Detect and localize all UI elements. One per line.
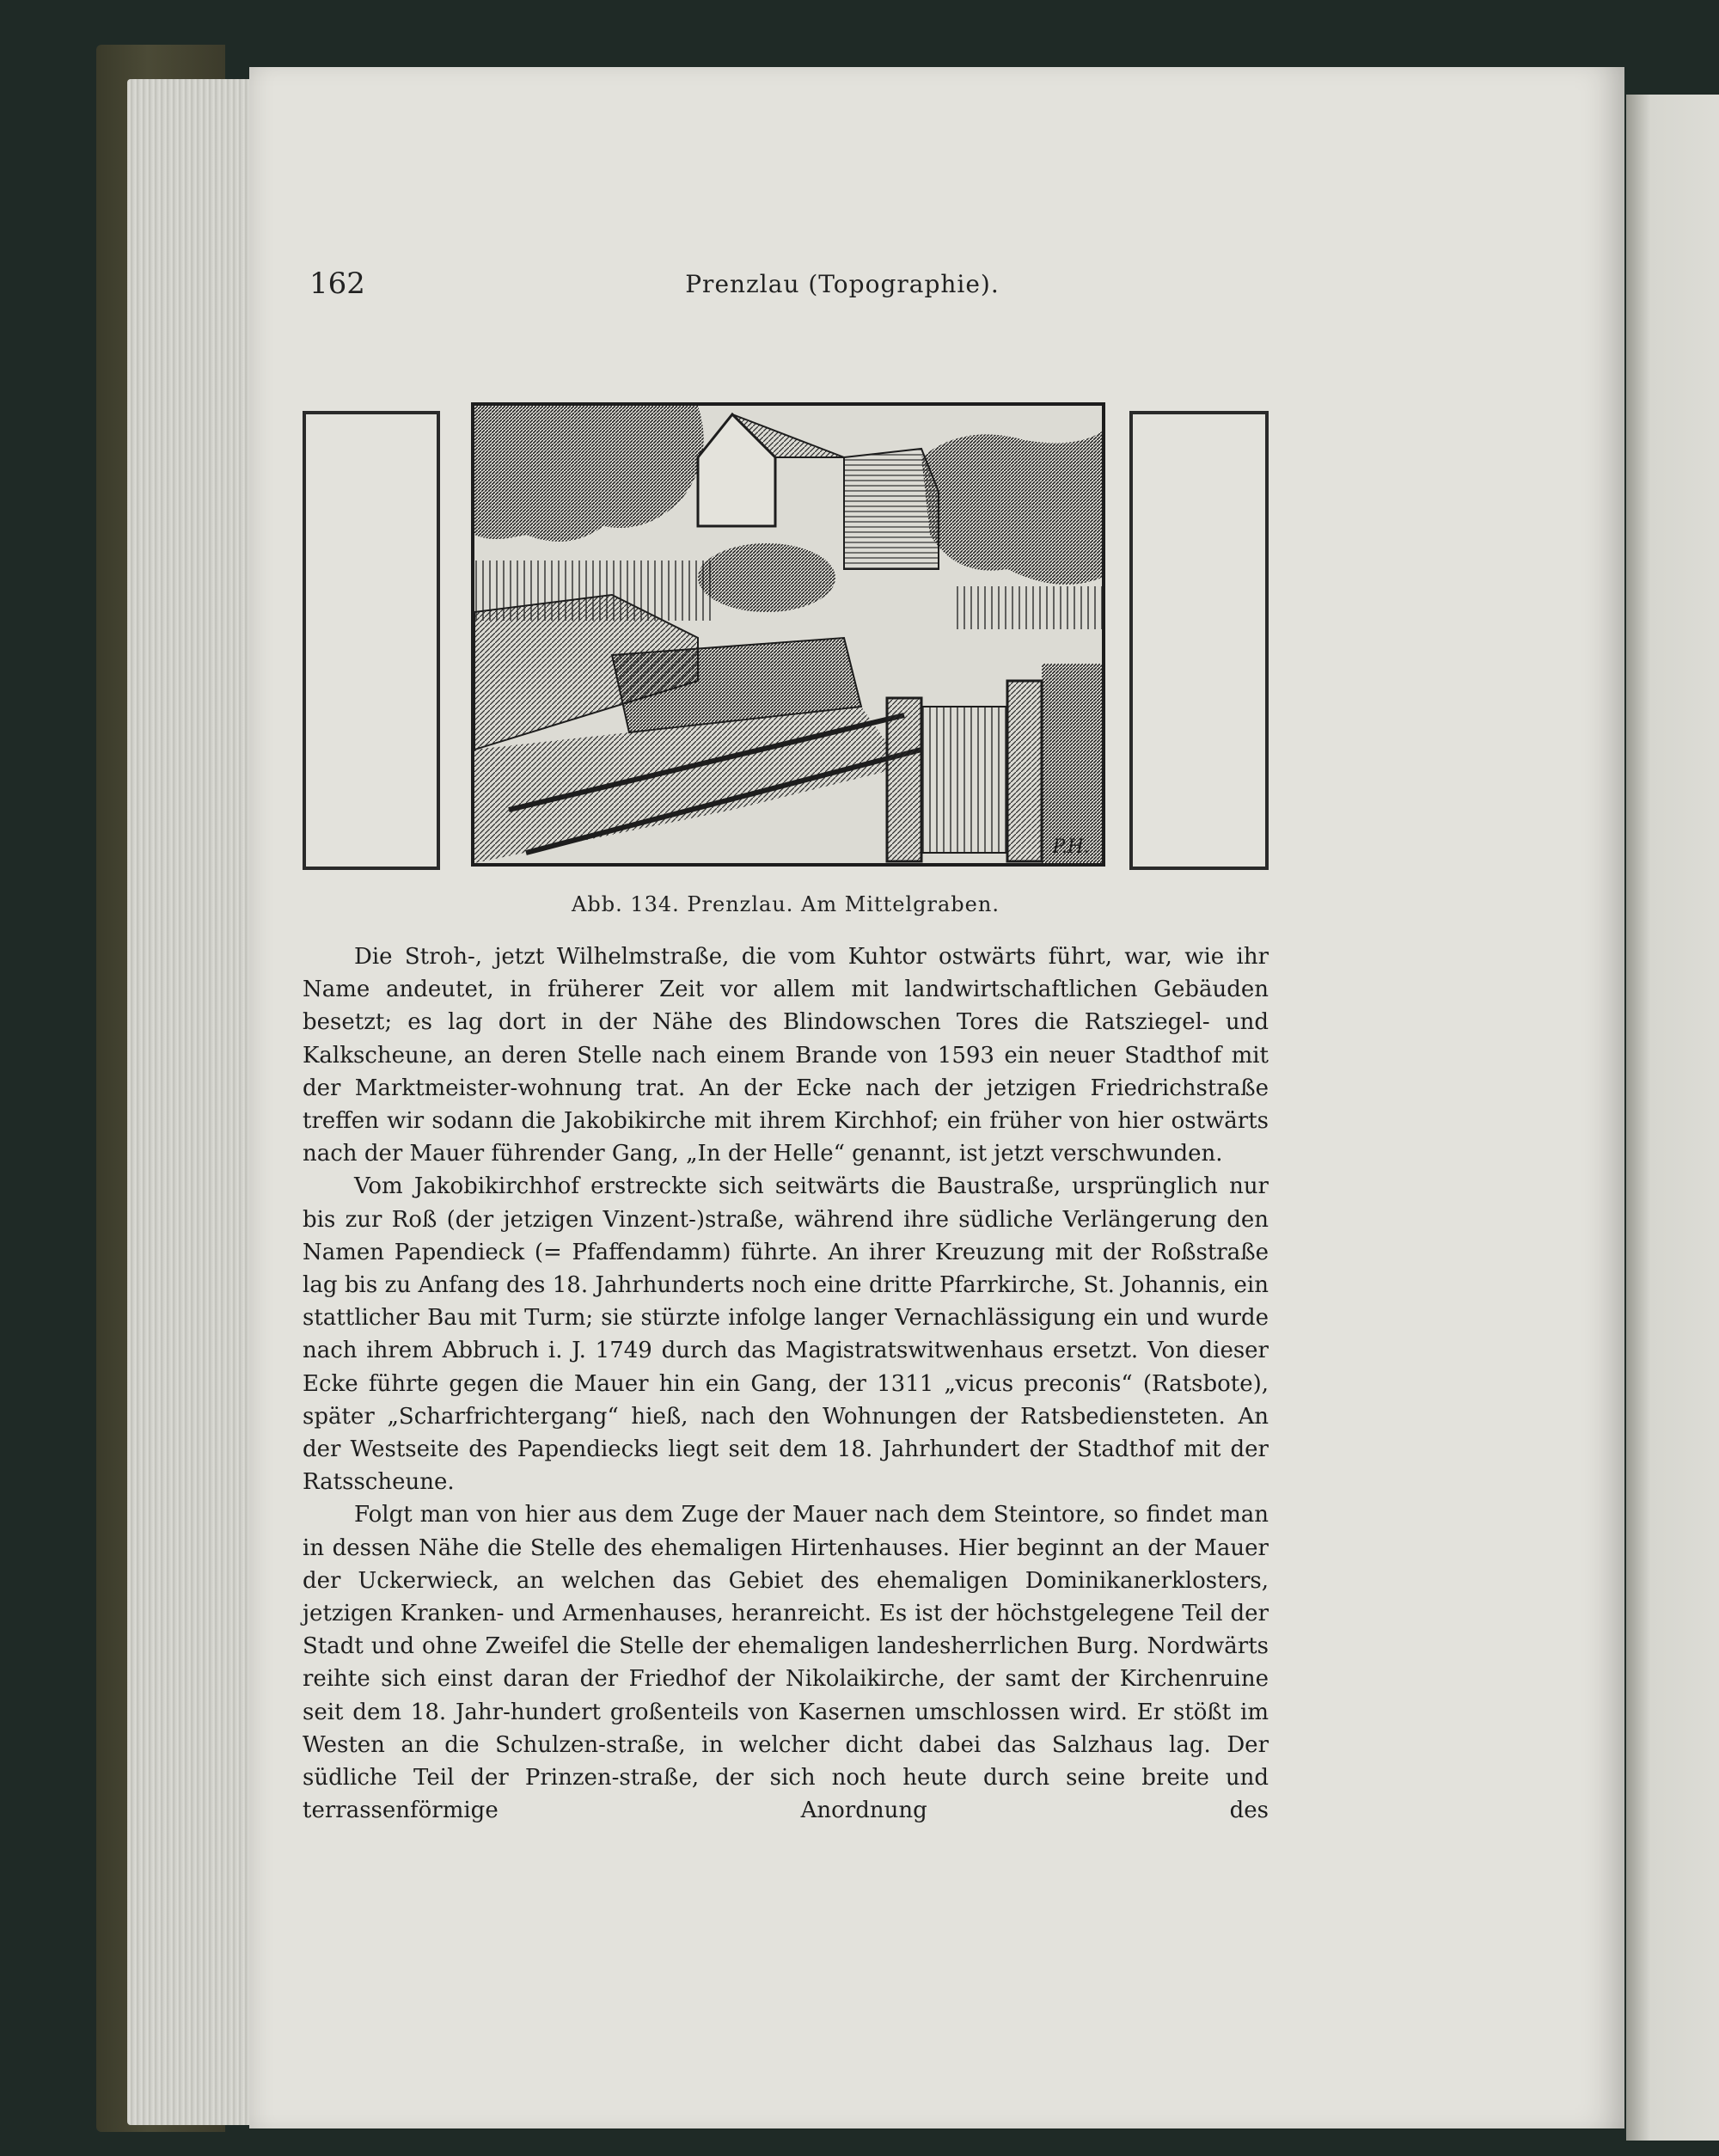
- page-edges: [127, 79, 265, 2125]
- figure-frame-left: [303, 411, 440, 870]
- figure-frame-right: [1129, 411, 1269, 870]
- body-text: [303, 940, 1269, 1827]
- figure-caption: Abb. 134. Prenzlau. Am Mittelgraben.: [572, 892, 1000, 916]
- paragraph-jakobikirchhof: Vom Jakobikirchhof erstreckte sich seitwärts die Baustraße, ursprünglich nur bis zur Roß (der jetzigen Vinzent-)straße, während ihre südliche Verlängerung den Namen Papendieck (= Pfaffendamm) führte. An ihrer Kreuzung mit der Roßstraße lag bis zu Anfang des 18. Jahrhunderts noch eine dritte Pfarrkirche, St. Johannis, ein stattlicher Bau mit Turm; sie stürzte infolge langer Vernachlässigung ein und wurde nach ihrem Abbruch i. J. 1749 durch das Magistratswitwenhaus ersetzt. Von dieser Ecke führte gegen die Mauer hin ein Gang, der 1311 „vicus preconis“ (Ratsbote), später „Scharfrichtergang“ hieß, nach den Wohnungen der Ratsbediensteten. An der Westseite des Papendiecks liegt seit dem 18. Jahrhundert der Stadthof mit der Ratsscheune.: [303, 1173, 1269, 1496]
- page-number: 162: [309, 266, 365, 301]
- paragraph-steintor: Folgt man von hier aus dem Zuge der Mauer nach dem Steintore, so findet man in dessen Nähe die Stelle des ehemaligen Hirtenhauses. Hier beginnt an der Mauer der Uckerwieck, an welchen das Gebiet des ehemaligen Dominikanerklosters, jetzigen Kranken- und Armenhauses, heranreicht. Es ist der höchstgelegene Teil der Stadt und ohne Zweifel die Stelle der ehemaligen landesherrlichen Burg. Nordwärts reihte sich einst daran der Friedhof der Nikolaikirche, der samt der Kirchenruine seit dem 18. Jahr-hundert großenteils von Kasernen umschlossen wird. Er stößt im Westen an die Schulzen-straße, in welcher dicht dabei das Salzhaus lag. Der südliche Teil der Prinzen-straße, der sich noch heute durch seine breite und terrassenförmige Anordnung des: [303, 1502, 1269, 1824]
- facing-page: [1626, 95, 1719, 2141]
- paragraph-strohstrasse: Die Stroh-, jetzt Wilhelmstraße, die vom Kuhtor ostwärts führt, war, wie ihr Name andeutet, in früherer Zeit vor allem mit landwirtschaftlichen Gebäuden besetzt; es lag dort in der Nähe des Blindowschen Tores die Ratsziegel- und Kalkscheune, an deren Stelle nach einem Brande von 1593 ein neuer Stadthof mit der Marktmeister-wohnung trat. An der Ecke nach der jetzigen Friedrichstraße treffen wir sodann die Jakobikirche mit ihrem Kirchhof; ein früher von hier ostwärts nach der Mauer führender Gang, „In der Helle“ genannt, ist jetzt verschwunden.: [303, 944, 1269, 1167]
- artist-signature: P.H.: [1052, 836, 1090, 858]
- running-head: Prenzlau (Topographie).: [685, 270, 1000, 298]
- engraving-drawing: [474, 406, 1102, 863]
- engraving-illustration: [471, 402, 1105, 867]
- page-header: [309, 266, 1375, 318]
